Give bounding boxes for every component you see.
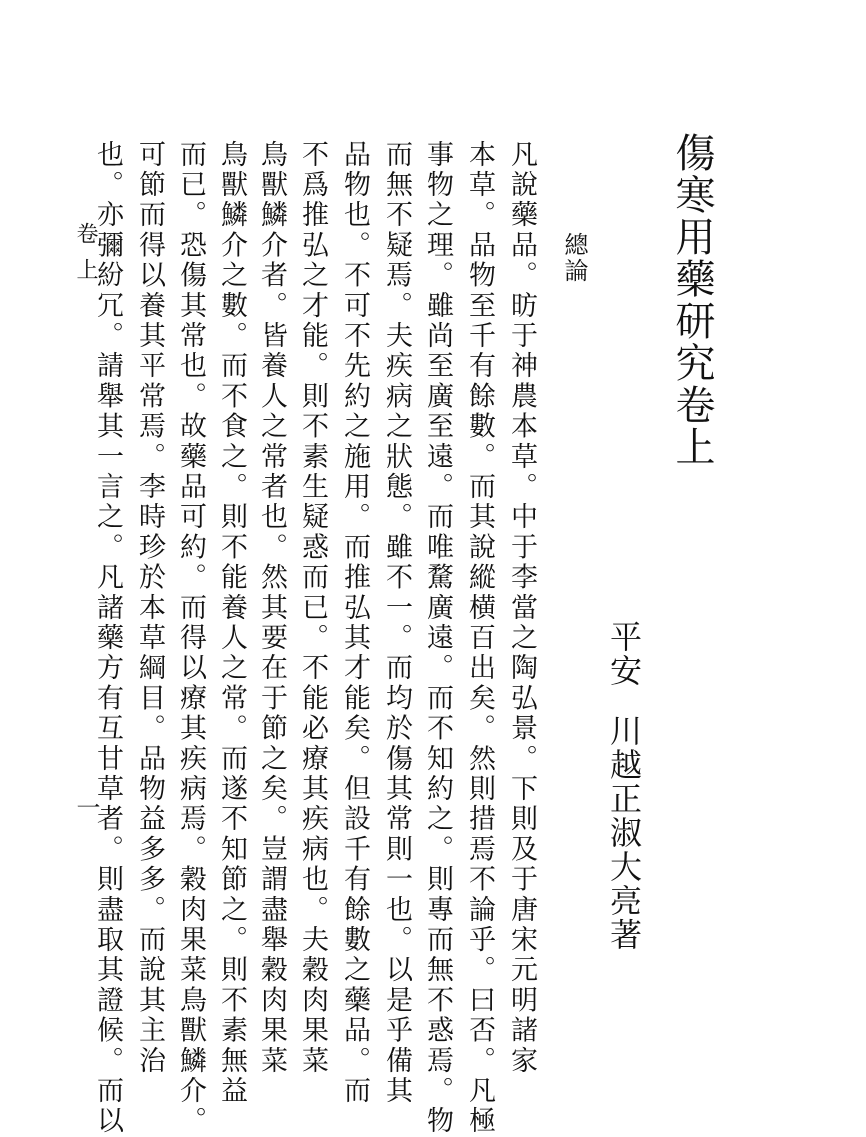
author-line <box>605 620 643 952</box>
text-column: 鳥獸鱗介之數。而不食之。則不能養人之常。而遂不知節之。則不素無益 <box>216 140 247 1107</box>
book-title: 傷寒用藥研究卷上 <box>669 132 715 468</box>
text-column: 事物之理。雖尚至廣至遠。而唯騖廣遠。而不知約之。則專而無不惑焉。物 <box>422 140 453 1137</box>
author-name: 川越正淑大亮著 <box>605 714 643 952</box>
text-column: 可節而得以養其平常焉。李時珍於本草綱目。品物益多多。而說其主治 <box>134 140 165 1077</box>
text-column: 而無不疑焉。夫疾病之狀態。雖不一。而均於傷其常則一也。以是乎備其 <box>381 140 412 1107</box>
section-heading: 總論 <box>560 232 588 284</box>
text-column: 而已。恐傷其常也。故藥品可約。而得以療其疾病焉。穀肉果菜鳥獸鱗介。 <box>175 140 206 1137</box>
text-column: 本草。品物至千有餘數。而其說縱横百出矣。然則措焉不論乎。曰否。凡極 <box>464 140 495 1137</box>
text-column: 也。亦彌紛冗。請舉其一言之。凡諸藥方有互甘草者。則盡取其證候。而以 <box>92 140 123 1137</box>
text-column: 凡說藥品。昉于神農本草。中于李當之陶弘景。下則及于唐宋元明諸家 <box>506 140 537 1077</box>
text-column: 品物也。不可不先約之施用。而推弘其才能矣。但設千有餘數之藥品。而 <box>339 140 370 1107</box>
page-number: 一 <box>72 795 100 819</box>
text-column: 鳥獸鱗介者。皆養人之常者也。然其要在于節之矣。豈謂盡舉穀肉果菜 <box>256 140 287 1077</box>
text-column: 不爲推弘之才能。則不素生疑惑而已。不能必療其疾病也。夫穀肉果菜 <box>297 140 328 1077</box>
author-origin: 平安 <box>605 620 643 688</box>
margin-volume-label: 卷上 <box>73 222 98 294</box>
